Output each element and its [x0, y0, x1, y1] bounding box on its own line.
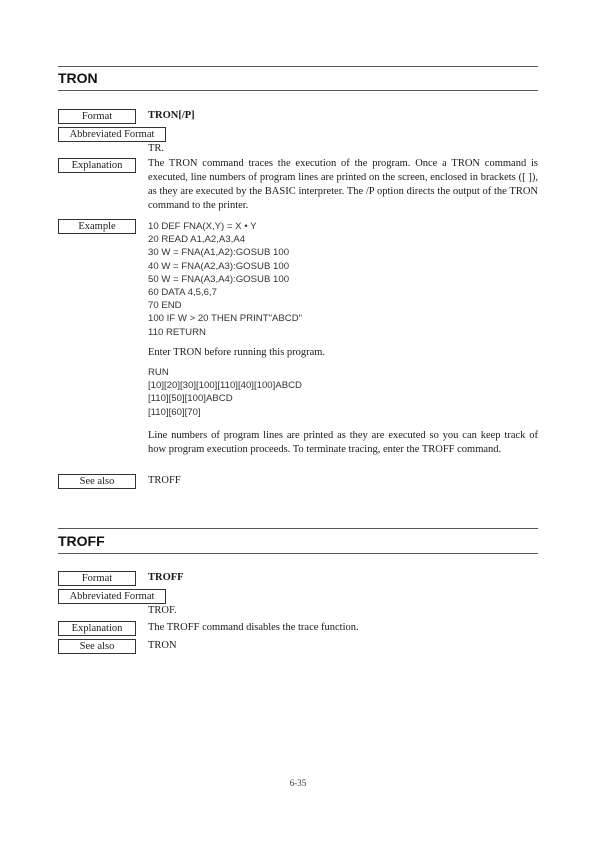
code-line: 10 DEF FNA(X,Y) = X • Y: [148, 221, 257, 232]
troff-format-value: TROFF: [148, 572, 184, 583]
abbreviated-format-label: Abbreviated Format: [58, 589, 166, 604]
output-line: [110][60][70]: [148, 406, 201, 418]
abbreviated-format-label: Abbreviated Format: [58, 127, 166, 142]
section-title-tron: TRON: [58, 70, 98, 86]
code-line: 20 READ A1,A2,A3,A4: [148, 234, 246, 246]
tron-format-value: TRON[/P]: [148, 110, 195, 121]
section-title-troff: TROFF: [58, 533, 105, 549]
troff-abbreviated-value: TROF.: [148, 605, 177, 616]
top-rule: [58, 66, 538, 67]
troff-explanation: The TROFF command disables the trace function.: [148, 622, 359, 633]
explanation-label: Explanation: [58, 158, 136, 173]
example-code-listing: [148, 220, 302, 339]
troff-top-rule: [58, 528, 538, 529]
example-label: Example: [58, 219, 136, 234]
tron-explanation: The TRON command traces the execution of the program. Once a TRON command is executed, line numbers of program lines are printed on the screen, enclosed in brackets ([ ]), as they are executed by the BASIC interpreter. The /P option directs the output of the TRON command to the printer.: [148, 158, 538, 211]
tron-abbreviated-value: TR.: [148, 143, 165, 154]
tron-underline: [58, 90, 538, 91]
format-label: Format: [58, 571, 136, 586]
see-also-label: See also: [58, 639, 136, 654]
code-line: 70 END: [148, 300, 182, 312]
see-also-label: See also: [58, 474, 136, 489]
explanation-label: Explanation: [58, 621, 136, 636]
output-line: [110][50][100]ABCD: [148, 393, 233, 405]
code-line: 40 W = FNA(A2,A3):GOSUB 100: [148, 260, 290, 272]
code-line: 110 RETURN: [148, 326, 206, 338]
example-note: Enter TRON before running this program.: [148, 347, 326, 358]
output-line: RUN: [148, 367, 169, 378]
output-line: [10][20][30][100][110][40][100]ABCD: [148, 380, 302, 392]
tron-trailing-text: Line numbers of program lines are printed as they are executed so you can keep track of how program execution proceeds. To terminate tracing, enter the TROFF command.: [148, 430, 538, 455]
run-output-listing: [148, 366, 302, 419]
format-label: Format: [58, 109, 136, 124]
troff-see-also-value: TRON: [148, 640, 177, 651]
code-line: 50 W = FNA(A3,A4):GOSUB 100: [148, 273, 290, 285]
troff-underline: [58, 553, 538, 554]
code-line: 60 DATA 4,5,6,7: [148, 287, 217, 299]
page-number: 6-35: [289, 778, 307, 788]
code-line: 30 W = FNA(A1,A2):GOSUB 100: [148, 247, 290, 259]
tron-see-also-value: TROFF: [148, 475, 181, 486]
code-line: 100 IF W > 20 THEN PRINT"ABCD": [148, 313, 303, 325]
